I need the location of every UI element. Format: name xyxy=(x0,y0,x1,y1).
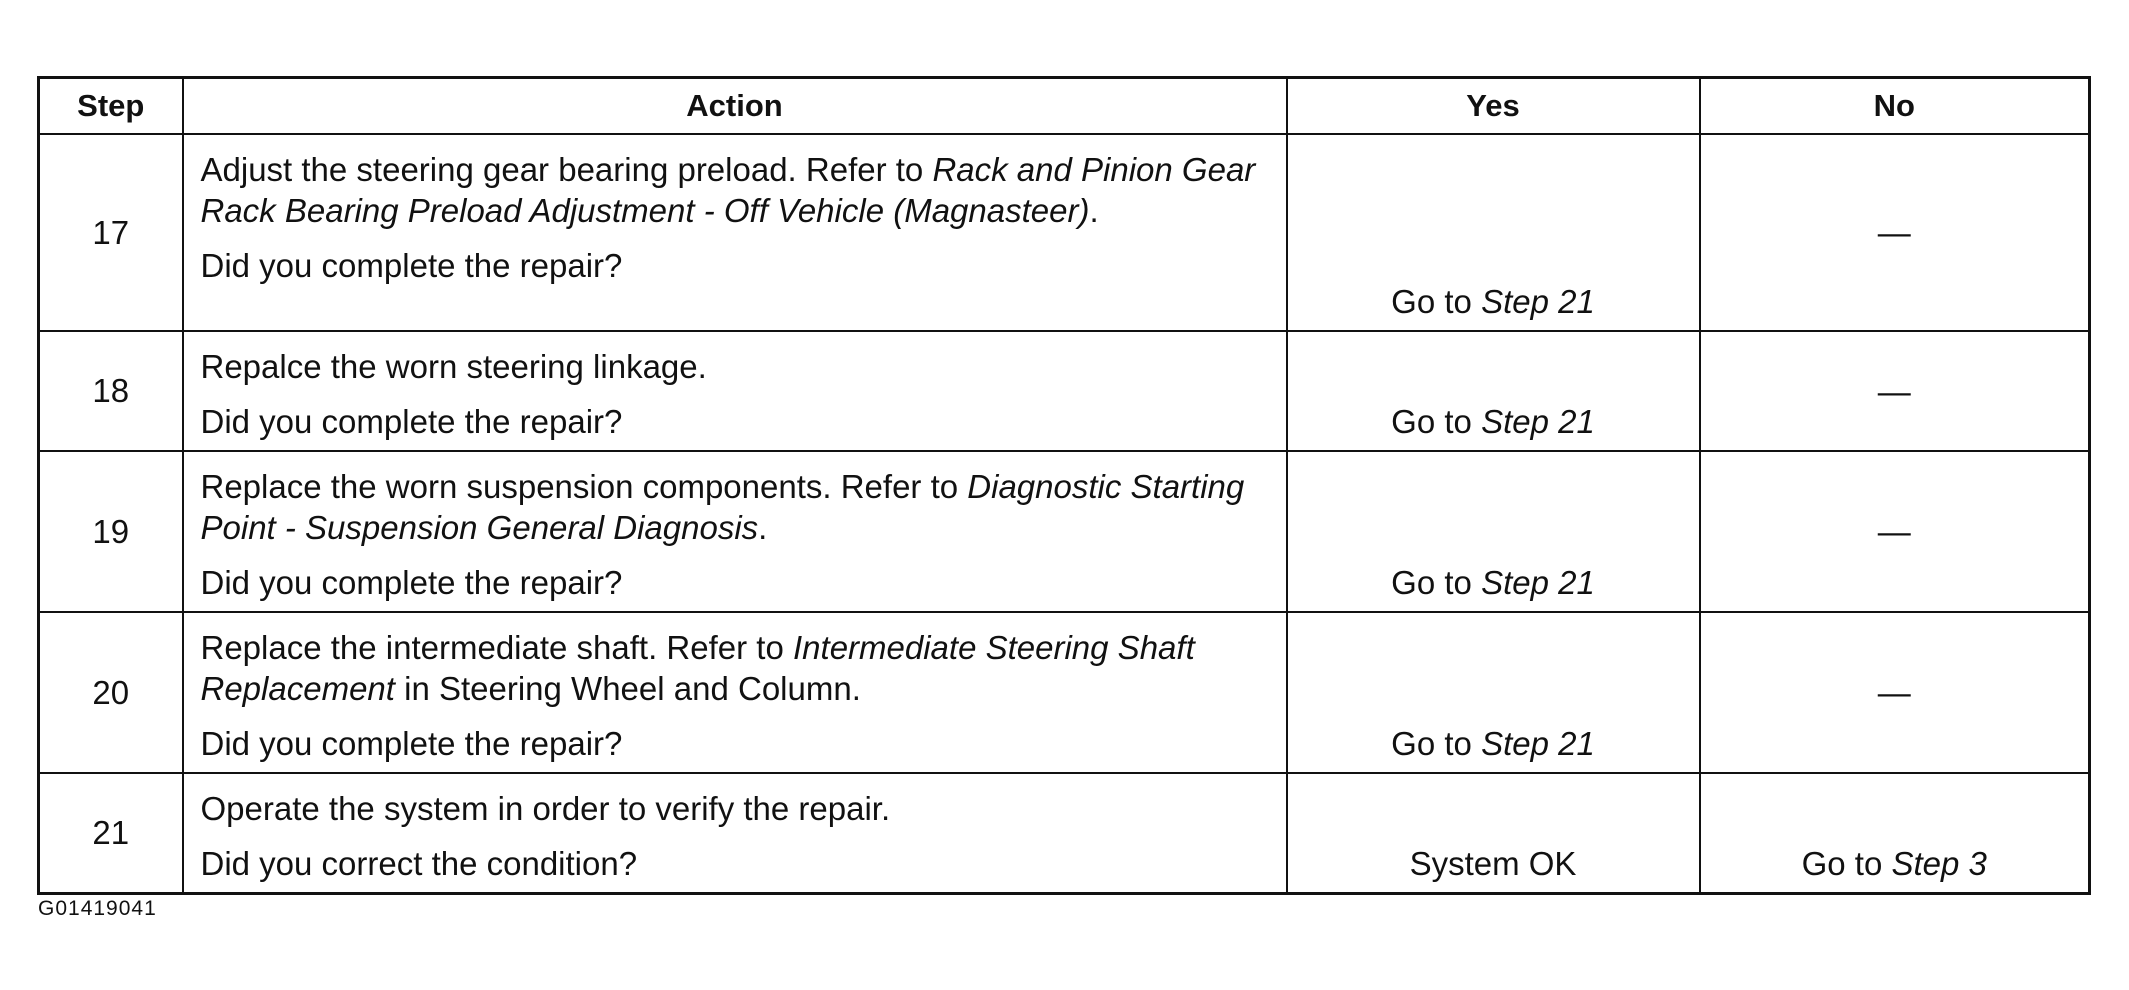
action-instruction: Operate the system in order to verify the repair. xyxy=(200,790,891,827)
step-number: 20 xyxy=(39,612,183,773)
no-cell: — xyxy=(1700,451,2090,612)
table-row xyxy=(39,773,2090,894)
step-reference: Step 21 xyxy=(1481,283,1595,320)
yes-cell: Go to Step 21 xyxy=(1287,134,1700,331)
yes-cell: Go to Step 21 xyxy=(1287,331,1700,451)
action-cell xyxy=(183,612,1287,773)
action-question: Did you complete the repair? xyxy=(200,247,623,284)
header-yes: Yes xyxy=(1287,78,1700,135)
action-cell xyxy=(183,773,1287,894)
step-number: 18 xyxy=(39,331,183,451)
step-number: 19 xyxy=(39,451,183,612)
no-cell: — xyxy=(1700,612,2090,773)
reference-link: Rack and Pinion Gear Rack Bearing Preload Adjustment - Off Vehicle (Magnasteer) xyxy=(200,151,1256,229)
yes-cell: Go to Step 21 xyxy=(1287,612,1700,773)
action-cell xyxy=(183,331,1287,451)
reference-link: Intermediate Steering Shaft Replacement xyxy=(200,629,1195,707)
reference-link: Diagnostic Starting Point - Suspension General Diagnosis xyxy=(200,468,1245,546)
step-number: 21 xyxy=(39,773,183,894)
action-instruction: Repalce the worn steering linkage. xyxy=(200,348,707,385)
yes-cell: System OK xyxy=(1287,773,1700,894)
header-no: No xyxy=(1700,78,2090,135)
table-row xyxy=(39,134,2090,331)
step-reference: Step 3 xyxy=(1891,845,1987,882)
action-question: Did you complete the repair? xyxy=(200,564,623,601)
header-row xyxy=(39,78,2090,135)
figure-id: G01419041 xyxy=(38,897,157,920)
action-cell xyxy=(183,134,1287,331)
header-action: Action xyxy=(183,78,1287,135)
action-question: Did you correct the condition? xyxy=(200,845,638,882)
action-instruction: Replace the worn suspension components. Refer to Diagnostic Starting Point - Suspension General Diagnosis. xyxy=(200,468,1245,546)
action-cell xyxy=(183,451,1287,612)
action-question: Did you complete the repair? xyxy=(200,403,623,440)
action-instruction: Replace the intermediate shaft. Refer to Intermediate Steering Shaft Replacement in Steering Wheel and Column. xyxy=(200,629,1195,707)
table-row xyxy=(39,451,2090,612)
table-row xyxy=(39,331,2090,451)
no-cell: Go to Step 3 xyxy=(1700,773,2090,894)
action-instruction: Adjust the steering gear bearing preload. Refer to Rack and Pinion Gear Rack Bearing Preload Adjustment - Off Vehicle (Magnasteer). xyxy=(200,151,1256,229)
step-reference: Step 21 xyxy=(1481,564,1595,601)
step-number: 17 xyxy=(39,134,183,331)
header-step: Step xyxy=(39,78,183,135)
no-cell: — xyxy=(1700,134,2090,331)
yes-cell: Go to Step 21 xyxy=(1287,451,1700,612)
step-reference: Step 21 xyxy=(1481,725,1595,762)
no-cell: — xyxy=(1700,331,2090,451)
diagnostic-table xyxy=(37,76,2091,895)
action-question: Did you complete the repair? xyxy=(200,725,623,762)
step-reference: Step 21 xyxy=(1481,403,1595,440)
table-row xyxy=(39,612,2090,773)
